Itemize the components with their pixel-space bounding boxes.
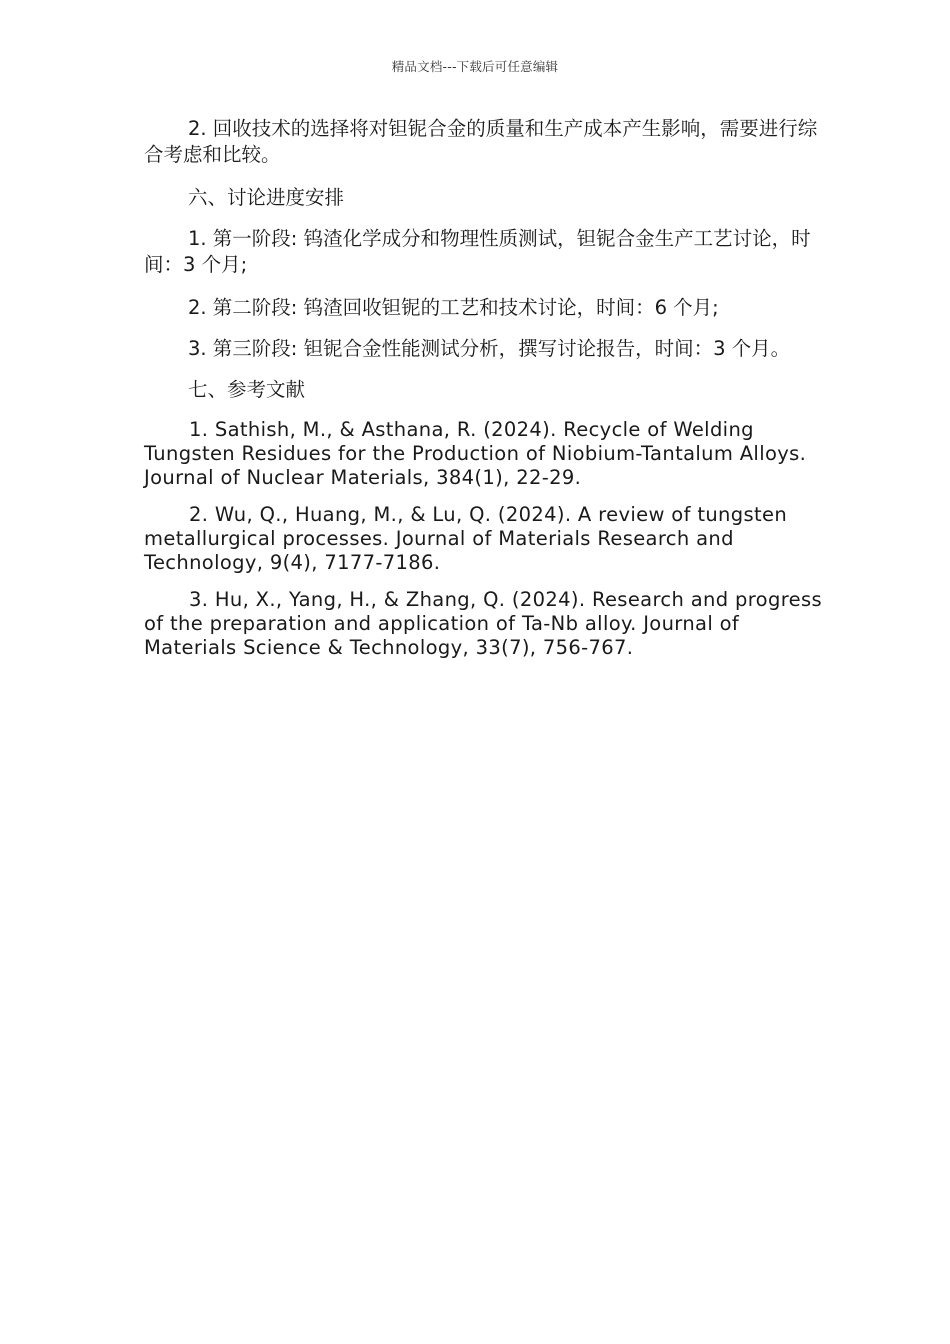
schedule-stage-2: 2. 第二阶段: 钨渣回收钽铌的工艺和技术讨论，时间：6 个月; <box>188 296 719 319</box>
reference-item-3: 3. Hu, X., Yang, H., & Zhang, Q. (2024). Research and progress of the preparation and application of Ta-Nb alloy. Journal of Materials Science & Technology, 33(7), 756-767. <box>144 588 822 659</box>
reference-item-2: 2. Wu, Q., Huang, M., & Lu, Q. (2024). A review of tungsten metallurgical processes. Journal of Materials Research and Technology, 9(4), 7177-7186. <box>144 503 788 574</box>
section-title-references: 七、参考文献 <box>188 378 306 401</box>
schedule-stage-1: 1. 第一阶段: 钨渣化学成分和物理性质测试，钽铌合金生产工艺讨论，时间：3 个月; <box>144 227 811 276</box>
paragraph-recovery-tech: 2. 回收技术的选择将对钽铌合金的质量和生产成本产生影响，需要进行综合考虑和比较。 <box>144 117 818 166</box>
schedule-stage-3: 3. 第三阶段: 钽铌合金性能测试分析，撰写讨论报告，时间：3 个月。 <box>188 337 791 360</box>
reference-item-1: 1. Sathish, M., & Asthana, R. (2024). Recycle of Welding Tungsten Residues for the Production of Niobium-Tantalum Alloys. Journal of Nuclear Materials, 384(1), 22-29. <box>144 418 807 489</box>
document-body <box>144 116 834 673</box>
section-title-schedule: 六、讨论进度安排 <box>188 186 345 209</box>
header-note: 精品文档---下载后可任意编辑 <box>391 59 559 74</box>
